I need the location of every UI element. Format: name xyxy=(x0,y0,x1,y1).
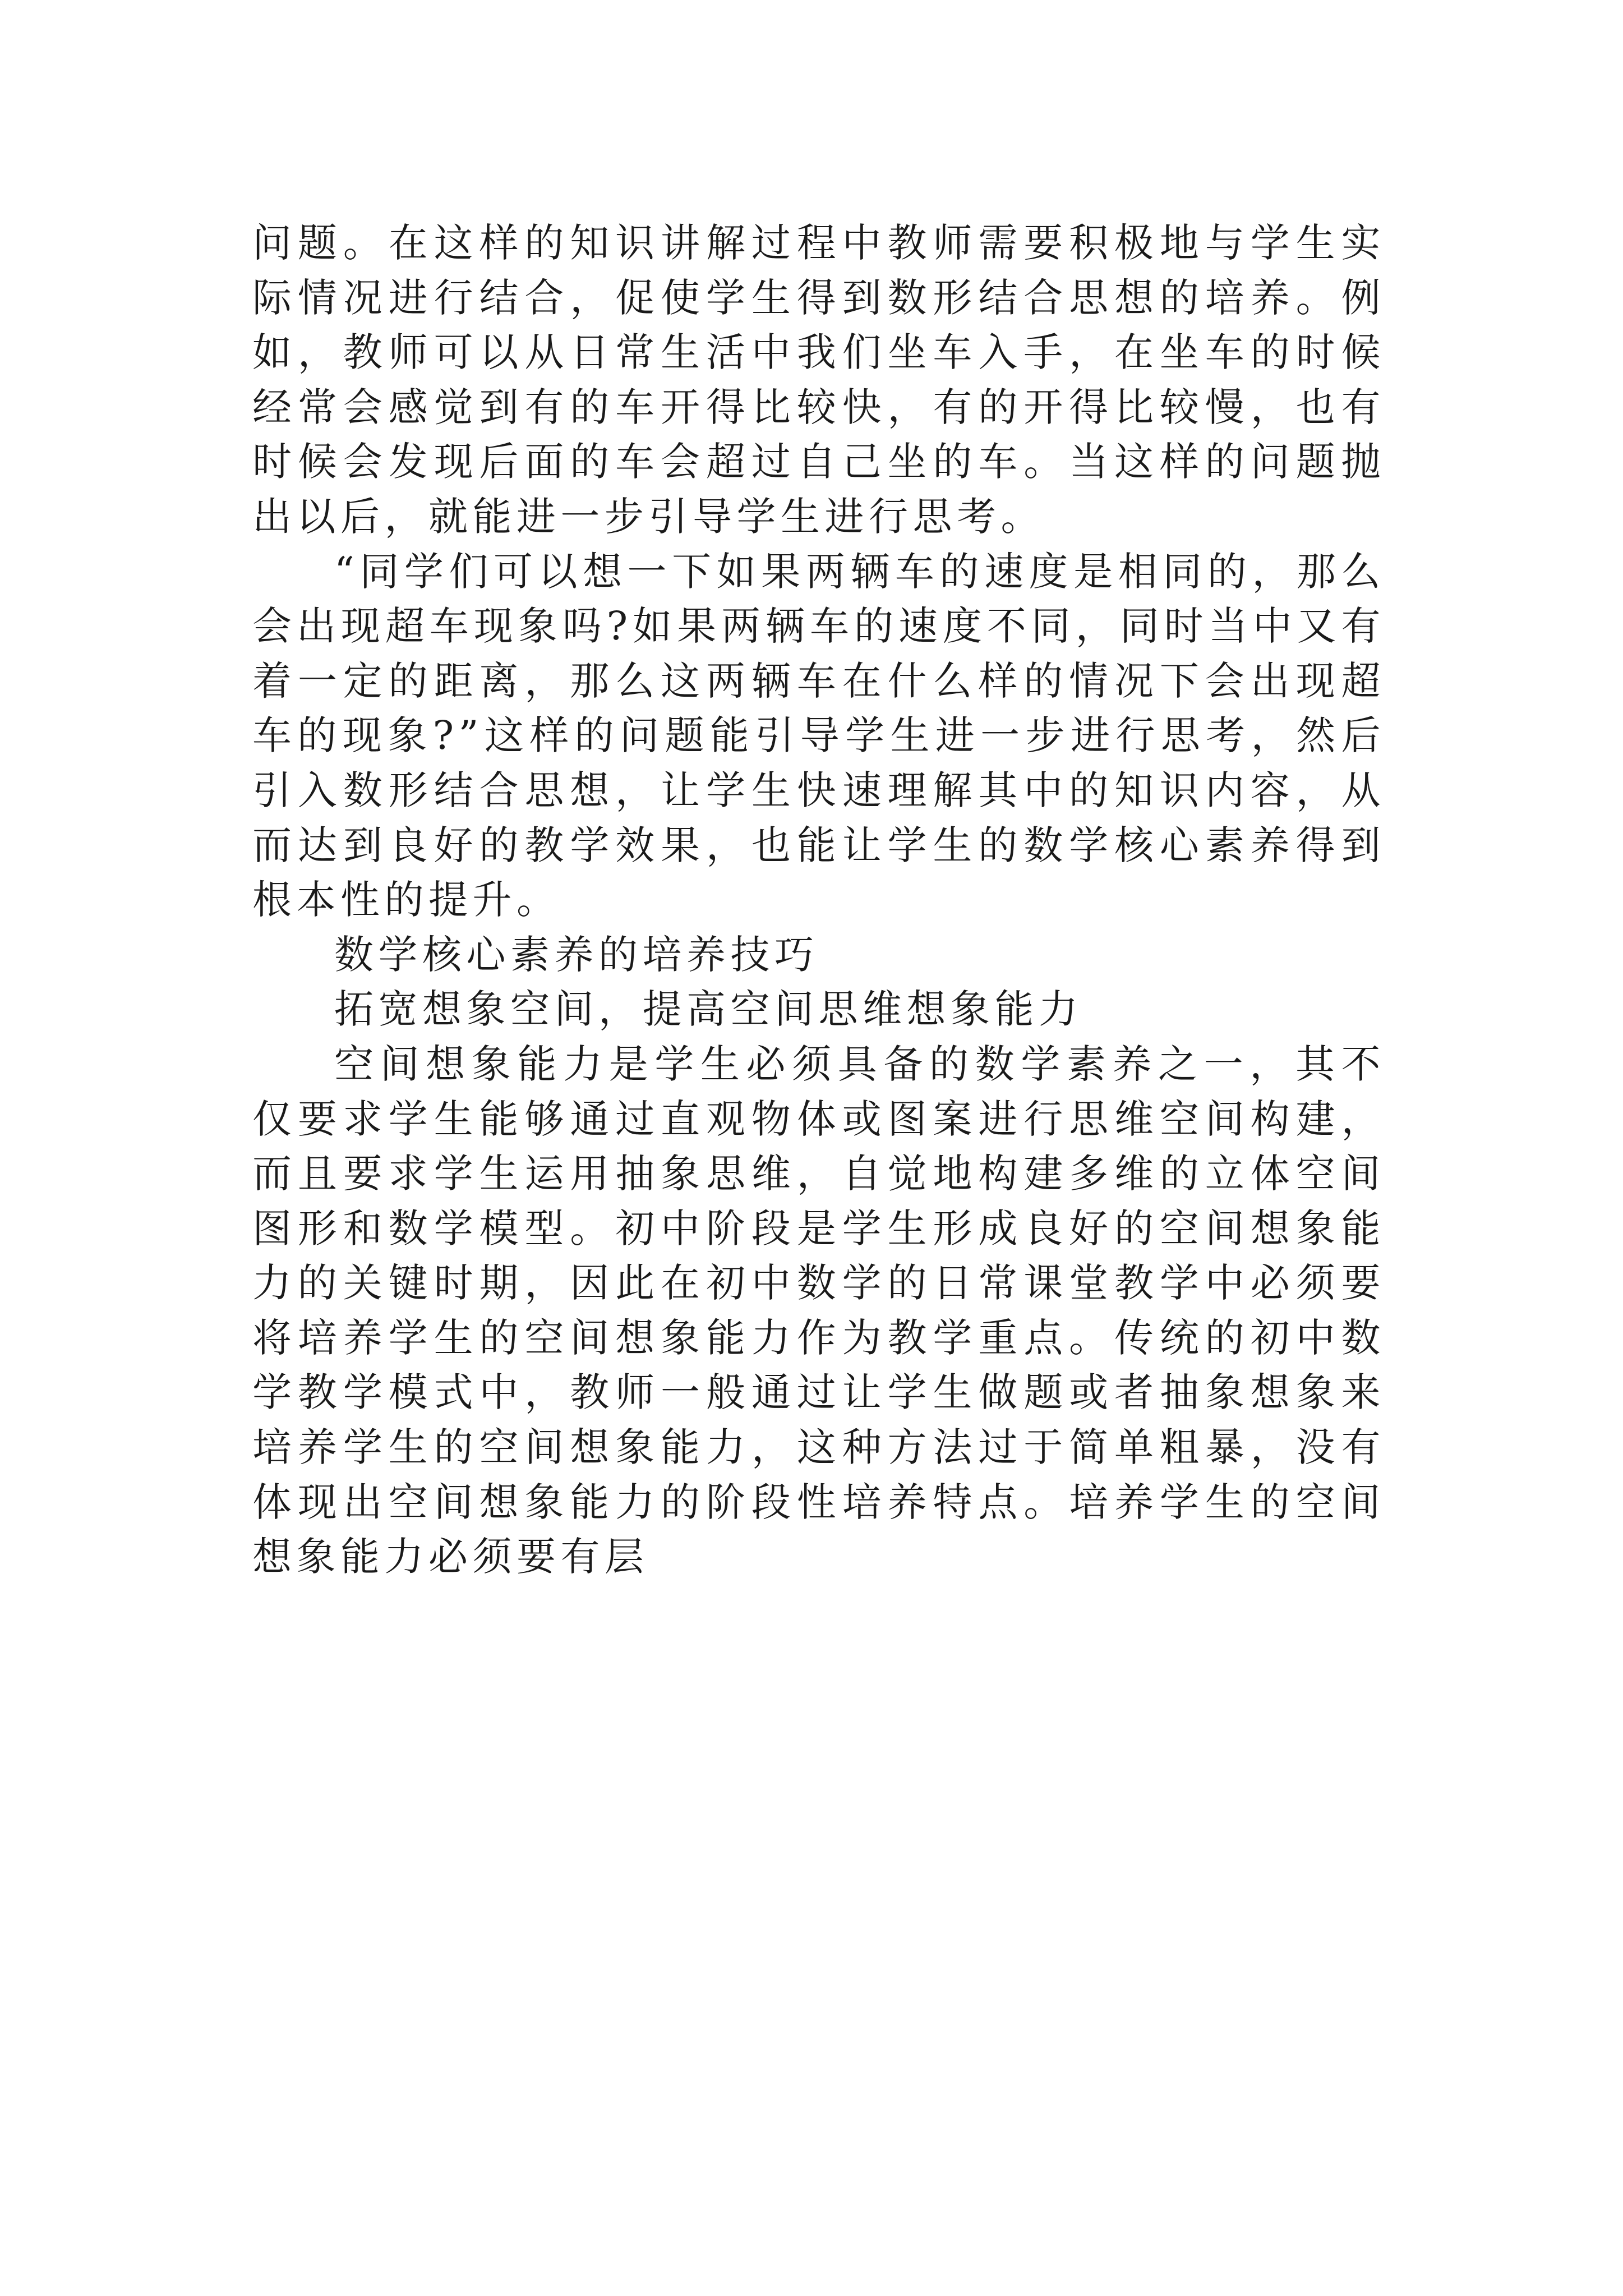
paragraph-continuation: 问题。在这样的知识讲解过程中教师需要积极地与学生实际情况进行结合，促使学生得到数形结合思想的培养。例如，教师可以从日常生活中我们坐车入手，在坐车的时候经常会感觉到有的车开得比较快，有的开得比较慢，也有时候会发现后面的车会超过自己坐的车。当这样的问题抛出以后，就能进一步引导学生进行思考。 xyxy=(252,220,1385,540)
paragraph-spatial-imagination: 空间想象能力是学生必须具备的数学素养之一，其不仅要求学生能够通过直观物体或图案进行思维空间构建，而且要求学生运用抽象思维，自觉地构建多维的立体空间图形和数学模型。初中阶段是学生形成良好的空间想象能力的关键时期，因此在初中数学的日常课堂教学中必须要将培养学生的空间想象能力作为教学重点。传统的初中数学教学模式中，教师一般通过让学生做题或者抽象想象来培养学生的空间想象能力，这种方法过于简单粗暴，没有体现出空间想象能力的阶段性培养特点。培养学生的空间想象能力必须要有层 xyxy=(252,1041,1385,1580)
subsection-heading-spatial-imagination: 拓宽想象空间，提高空间思维想象能力 xyxy=(334,986,1083,1033)
paragraph-quote: “同学们可以想一下如果两辆车的速度是相同的，那么会出现超车现象吗?如果两辆车的速度不同，同时当中又有着一定的距离，那么这两辆车在什么样的情况下会出现超车的现象?”这样的问题能引导学生进一步进行思考，然后引入数形结合思想，让学生快速理解其中的知识内容，从而达到良好的教学效果，也能让学生的数学核心素养得到根本性的提升。 xyxy=(252,548,1385,923)
section-heading-core-literacy: 数学核心素养的培养技巧 xyxy=(334,931,819,978)
document-body xyxy=(252,216,1385,1585)
